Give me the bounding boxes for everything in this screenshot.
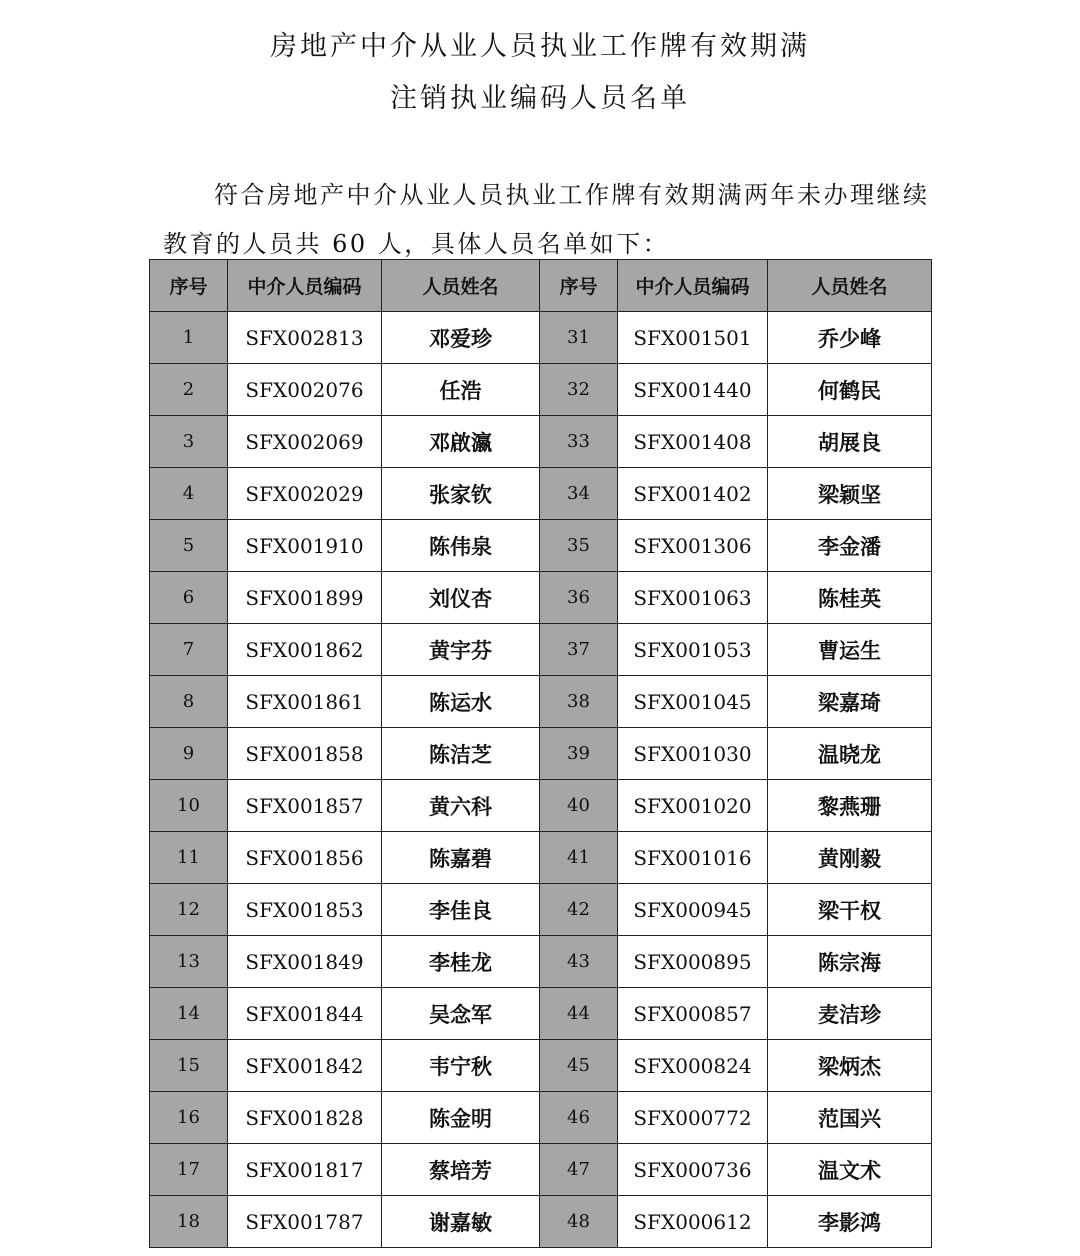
seq-cell-left: 13 <box>150 936 228 988</box>
seq-cell-right: 40 <box>540 780 618 832</box>
name-cell-right: 何鹤民 <box>768 364 932 416</box>
name-cell-left: 李桂龙 <box>382 936 540 988</box>
table-row <box>150 312 932 364</box>
seq-cell-left: 12 <box>150 884 228 936</box>
name-cell-left: 李佳良 <box>382 884 540 936</box>
seq-cell-left: 8 <box>150 676 228 728</box>
code-cell-right: SFX000612 <box>618 1196 768 1248</box>
code-cell-left: SFX001862 <box>228 624 382 676</box>
table-row <box>150 1040 932 1092</box>
intro-paragraph-line-2: 教育的人员共 60 人，具体人员名单如下： <box>163 230 670 258</box>
seq-cell-right: 48 <box>540 1196 618 1248</box>
table-row <box>150 936 932 988</box>
seq-cell-left: 11 <box>150 832 228 884</box>
personnel-table <box>149 259 932 1248</box>
seq-cell-right: 33 <box>540 416 618 468</box>
code-cell-right: SFX000945 <box>618 884 768 936</box>
seq-cell-right: 36 <box>540 572 618 624</box>
table-row <box>150 364 932 416</box>
document-title-line-2: 注销执业编码人员名单 <box>390 83 690 114</box>
code-cell-left: SFX002029 <box>228 468 382 520</box>
table-row <box>150 416 932 468</box>
code-cell-left: SFX001910 <box>228 520 382 572</box>
table-row <box>150 832 932 884</box>
code-cell-left: SFX001787 <box>228 1196 382 1248</box>
code-cell-right: SFX001020 <box>618 780 768 832</box>
code-cell-right: SFX001016 <box>618 832 768 884</box>
code-cell-left: SFX001842 <box>228 1040 382 1092</box>
seq-cell-left: 9 <box>150 728 228 780</box>
seq-cell-left: 10 <box>150 780 228 832</box>
seq-cell-left: 7 <box>150 624 228 676</box>
name-cell-right: 麦洁珍 <box>768 988 932 1040</box>
code-cell-left: SFX002076 <box>228 364 382 416</box>
name-cell-left: 谢嘉敏 <box>382 1196 540 1248</box>
seq-cell-right: 32 <box>540 364 618 416</box>
code-cell-right: SFX001053 <box>618 624 768 676</box>
code-cell-right: SFX001063 <box>618 572 768 624</box>
name-cell-right: 李影鸿 <box>768 1196 932 1248</box>
code-cell-right: SFX000857 <box>618 988 768 1040</box>
table-body <box>150 312 932 1248</box>
code-cell-right: SFX001408 <box>618 416 768 468</box>
name-cell-left: 任浩 <box>382 364 540 416</box>
code-cell-right: SFX001306 <box>618 520 768 572</box>
table-row <box>150 728 932 780</box>
name-cell-left: 陈伟泉 <box>382 520 540 572</box>
name-cell-right: 梁干权 <box>768 884 932 936</box>
code-cell-left: SFX002069 <box>228 416 382 468</box>
code-cell-left: SFX002813 <box>228 312 382 364</box>
header-name-right: 人员姓名 <box>768 260 932 312</box>
code-cell-left: SFX001828 <box>228 1092 382 1144</box>
name-cell-right: 黎燕珊 <box>768 780 932 832</box>
name-cell-right: 李金潘 <box>768 520 932 572</box>
seq-cell-left: 2 <box>150 364 228 416</box>
seq-cell-left: 1 <box>150 312 228 364</box>
code-cell-left: SFX001849 <box>228 936 382 988</box>
seq-cell-left: 3 <box>150 416 228 468</box>
seq-cell-right: 31 <box>540 312 618 364</box>
seq-cell-left: 17 <box>150 1144 228 1196</box>
seq-cell-right: 46 <box>540 1092 618 1144</box>
code-cell-right: SFX001402 <box>618 468 768 520</box>
table-row <box>150 520 932 572</box>
name-cell-left: 陈嘉碧 <box>382 832 540 884</box>
seq-cell-left: 16 <box>150 1092 228 1144</box>
name-cell-right: 曹运生 <box>768 624 932 676</box>
name-cell-left: 邓爱珍 <box>382 312 540 364</box>
table-row <box>150 676 932 728</box>
name-cell-right: 黄刚毅 <box>768 832 932 884</box>
table-header-row <box>150 260 932 312</box>
table-row <box>150 624 932 676</box>
code-cell-left: SFX001856 <box>228 832 382 884</box>
code-cell-right: SFX000895 <box>618 936 768 988</box>
document-title-line-1: 房地产中介从业人员执业工作牌有效期满 <box>270 31 810 62</box>
name-cell-right: 梁颖坚 <box>768 468 932 520</box>
table-row <box>150 1092 932 1144</box>
seq-cell-right: 41 <box>540 832 618 884</box>
seq-cell-right: 37 <box>540 624 618 676</box>
name-cell-right: 范国兴 <box>768 1092 932 1144</box>
name-cell-left: 张家钦 <box>382 468 540 520</box>
seq-cell-left: 4 <box>150 468 228 520</box>
code-cell-right: SFX001045 <box>618 676 768 728</box>
seq-cell-right: 38 <box>540 676 618 728</box>
code-cell-right: SFX000772 <box>618 1092 768 1144</box>
table-row <box>150 1144 932 1196</box>
table-row <box>150 988 932 1040</box>
code-cell-left: SFX001857 <box>228 780 382 832</box>
table-row <box>150 884 932 936</box>
seq-cell-left: 14 <box>150 988 228 1040</box>
code-cell-right: SFX001440 <box>618 364 768 416</box>
code-cell-left: SFX001844 <box>228 988 382 1040</box>
seq-cell-left: 15 <box>150 1040 228 1092</box>
table-row <box>150 468 932 520</box>
seq-cell-left: 5 <box>150 520 228 572</box>
header-code-right: 中介人员编码 <box>618 260 768 312</box>
name-cell-left: 吴念军 <box>382 988 540 1040</box>
name-cell-left: 韦宁秋 <box>382 1040 540 1092</box>
header-seq-right: 序号 <box>540 260 618 312</box>
header-seq-left: 序号 <box>150 260 228 312</box>
name-cell-left: 蔡培芳 <box>382 1144 540 1196</box>
table-row <box>150 1196 932 1248</box>
name-cell-right: 乔少峰 <box>768 312 932 364</box>
name-cell-left: 陈运水 <box>382 676 540 728</box>
header-code-left: 中介人员编码 <box>228 260 382 312</box>
name-cell-right: 陈宗海 <box>768 936 932 988</box>
header-name-left: 人员姓名 <box>382 260 540 312</box>
code-cell-left: SFX001853 <box>228 884 382 936</box>
table-row <box>150 780 932 832</box>
code-cell-right: SFX001030 <box>618 728 768 780</box>
code-cell-right: SFX001501 <box>618 312 768 364</box>
code-cell-right: SFX000736 <box>618 1144 768 1196</box>
table-row <box>150 572 932 624</box>
seq-cell-right: 43 <box>540 936 618 988</box>
seq-cell-right: 35 <box>540 520 618 572</box>
name-cell-left: 刘仪杏 <box>382 572 540 624</box>
seq-cell-right: 47 <box>540 1144 618 1196</box>
name-cell-left: 黄宇芬 <box>382 624 540 676</box>
seq-cell-left: 6 <box>150 572 228 624</box>
name-cell-right: 梁嘉琦 <box>768 676 932 728</box>
intro-paragraph-line-1: 符合房地产中介从业人员执业工作牌有效期满两年未办理继续 <box>214 181 930 209</box>
name-cell-left: 邓啟瀛 <box>382 416 540 468</box>
name-cell-right: 温文术 <box>768 1144 932 1196</box>
seq-cell-right: 42 <box>540 884 618 936</box>
seq-cell-right: 39 <box>540 728 618 780</box>
code-cell-left: SFX001858 <box>228 728 382 780</box>
name-cell-left: 陈洁芝 <box>382 728 540 780</box>
name-cell-right: 陈桂英 <box>768 572 932 624</box>
seq-cell-right: 44 <box>540 988 618 1040</box>
name-cell-right: 梁炳杰 <box>768 1040 932 1092</box>
seq-cell-right: 45 <box>540 1040 618 1092</box>
name-cell-right: 胡展良 <box>768 416 932 468</box>
name-cell-left: 陈金明 <box>382 1092 540 1144</box>
name-cell-left: 黄六科 <box>382 780 540 832</box>
name-cell-right: 温晓龙 <box>768 728 932 780</box>
code-cell-left: SFX001861 <box>228 676 382 728</box>
code-cell-right: SFX000824 <box>618 1040 768 1092</box>
code-cell-left: SFX001899 <box>228 572 382 624</box>
seq-cell-right: 34 <box>540 468 618 520</box>
code-cell-left: SFX001817 <box>228 1144 382 1196</box>
seq-cell-left: 18 <box>150 1196 228 1248</box>
